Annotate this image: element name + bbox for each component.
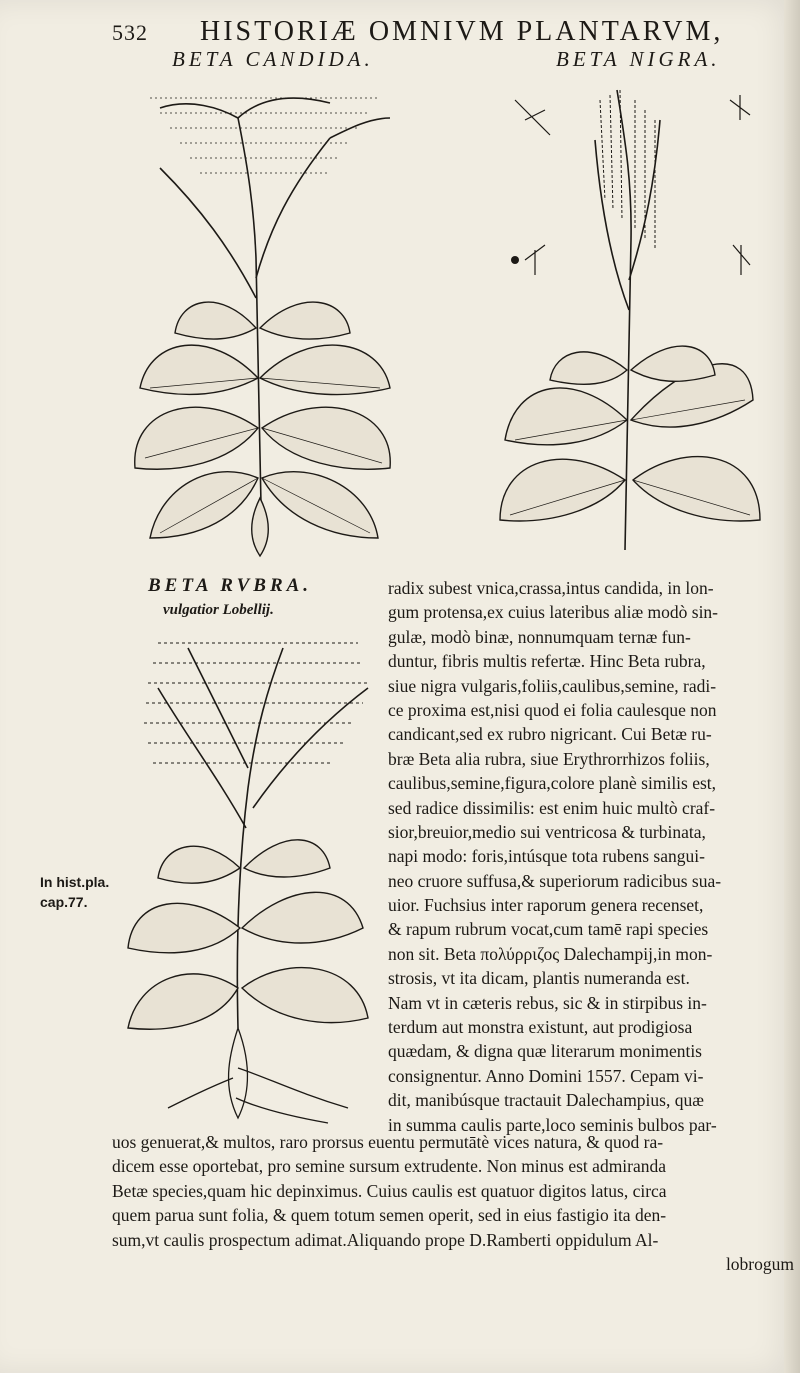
text-line: ce proxima est,nisi quod ei folia caulesque non — [388, 699, 717, 720]
body-text-column — [388, 576, 788, 1137]
text-line: uos genuerat,& multos, raro prorsus euentu permutātè vices natura, & quod ra- — [112, 1132, 664, 1152]
page-number: 532 — [112, 20, 148, 45]
woodcut-beta-candida — [120, 78, 405, 563]
body-text-full-width — [112, 1130, 794, 1276]
text-line: dit, manibúsque tractauit Dalechampius, quæ — [388, 1090, 704, 1111]
text-line: caulibus,semine,figura,colore planè similis est, — [388, 773, 717, 794]
text-line: Betæ species,quam hic depinximus. Cuius caulis est quatuor digitos latus, circa — [112, 1180, 667, 1201]
text-line: siue nigra vulgaris,foliis,caulibus,semine, radi- — [388, 675, 717, 696]
caption-beta-rubra-sub: vulgatior Lobellij. — [163, 602, 274, 618]
caption-beta-rubra: BETA RVBRA. — [148, 575, 313, 596]
caption-beta-nigra: BETA NIGRA. — [556, 47, 721, 71]
text-line: duntur, fibris multis refertæ. Hinc Beta rubra, — [388, 651, 706, 672]
text-line: terdum aut monstra existunt, aut prodigiosa — [388, 1017, 693, 1038]
running-head: HISTORIÆ OMNIVM PLANTARVM, — [200, 16, 724, 47]
margin-note-line: In hist.pla. — [40, 874, 110, 890]
text-line: & rapum rubrum vocat,cum tamē rapi species — [388, 919, 709, 940]
text-line: non sit. Beta πολύρριζος Dalechampij,in mon- — [388, 943, 713, 964]
text-line: sior,breuior,medio sui ventricosa & turbinata, — [388, 821, 706, 842]
text-line: quem parua sunt folia, & quem totum semen operit, sed in eius fastigio ita den- — [112, 1205, 667, 1226]
text-line: sum,vt caulis prospectum adimat.Aliquando prope D.Ramberti oppidulum Al- — [112, 1229, 659, 1250]
text-line: strosis, vt ita dicam, plantis numeranda est. — [388, 968, 690, 989]
text-line: quædam, & digna quæ literarum monimentis — [388, 1041, 702, 1062]
margin-note — [40, 872, 109, 912]
text-line: uior. Fuchsius inter raporum genera recenset, — [388, 895, 704, 916]
text-line: candicant,sed ex rubro nigricant. Cui Betæ ru- — [388, 724, 712, 745]
woodcut-beta-rubra — [118, 628, 383, 1128]
text-line: dicem esse oportebat, pro semine sursum extrudente. Non minus est admiranda — [112, 1156, 667, 1177]
text-line: in summa caulis parte,loco seminis bulbos par- — [388, 1114, 717, 1135]
text-line: napi modo: foris,intúsque tota rubens sangui- — [388, 846, 705, 867]
text-line: Nam vt in cæteris rebus, sic & in stirpibus in- — [388, 992, 707, 1013]
caption-beta-candida: BETA CANDIDA. — [172, 47, 374, 71]
text-line: consignentur. Anno Domini 1557. Cepam vi- — [388, 1065, 704, 1086]
text-line: neo cruore suffusa,& superiorum radicibus sua- — [388, 870, 722, 891]
text-line: radix subest vnica,crassa,intus candida, in lon- — [388, 578, 714, 598]
margin-note-line: cap.77. — [40, 894, 88, 910]
text-line: sed radice dissimilis: est enim huic multò craf- — [388, 797, 716, 818]
woodcut-beta-nigra — [495, 80, 770, 565]
text-line: gum protensa,ex cuius lateribus aliæ modò sin- — [388, 602, 719, 623]
text-line-last: lobrogum — [725, 1253, 794, 1274]
text-line: bræ Beta alia rubra, siue Erythrorrhizos foliis, — [388, 748, 710, 769]
text-line: gulæ, modò binæ, nonnumquam ternæ fun- — [388, 626, 691, 647]
